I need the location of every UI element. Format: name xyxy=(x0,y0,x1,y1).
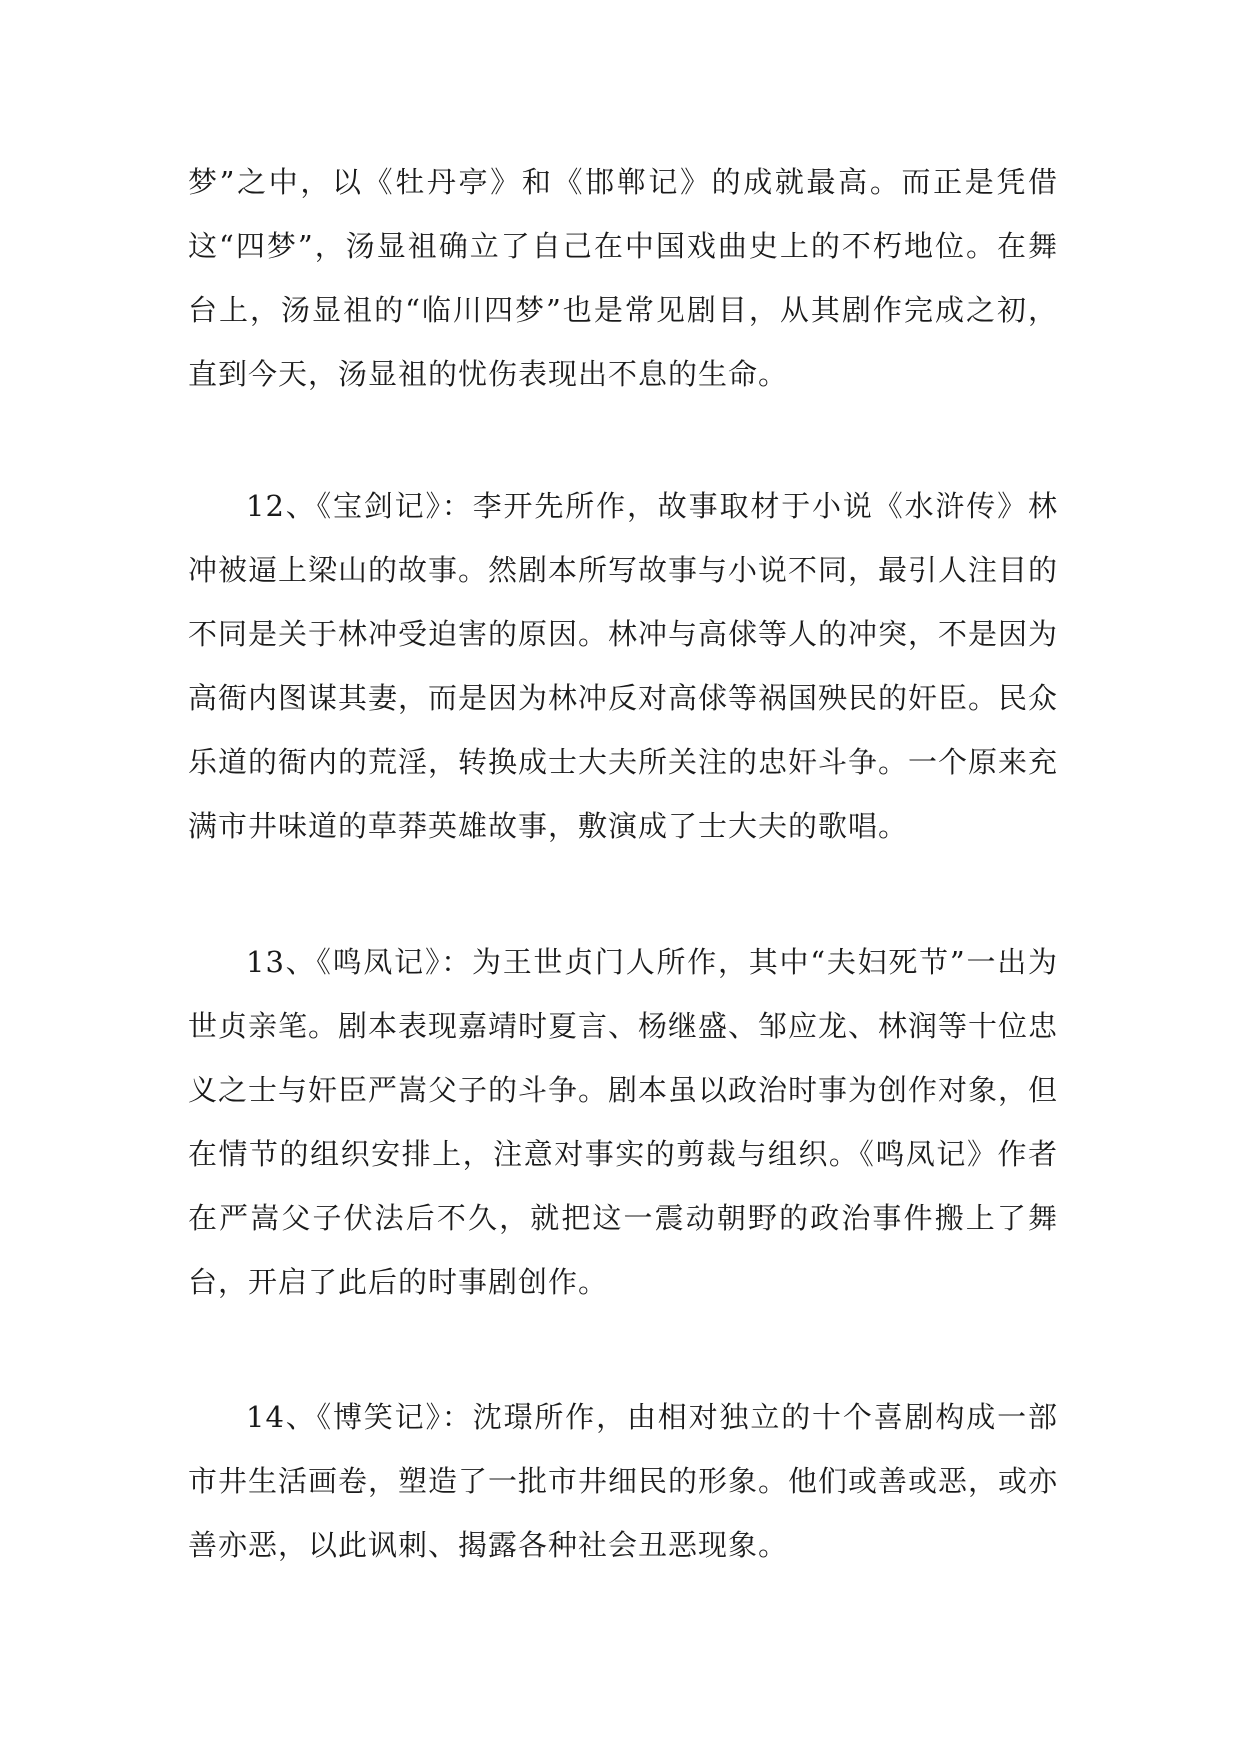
paragraph-item-14: 14、《博笑记》：沈璟所作，由相对独立的十个喜剧构成一部市井生活画卷，塑造了一批市井细民的形象。他们或善或恶，或亦善亦恶，以此讽刺、揭露各种社会丑恶现象。 xyxy=(188,1400,1059,1562)
paragraph-item-12: 12、《宝剑记》：李开先所作，故事取材于小说《水浒传》林冲被逼上梁山的故事。然剧本所写故事与小说不同，最引人注目的不同是关于林冲受迫害的原因。林冲与高俅等人的冲突，不是因为高衙内图谋其妻，而是因为林冲反对高俅等祸国殃民的奸臣。民众乐道的衙内的荒淫，转换成士大夫所关注的忠奸斗争。一个原来充满市井味道的草莽英雄故事，敷演成了士大夫的歌唱。 xyxy=(188,489,1059,843)
paragraph-item-13: 13、《鸣凤记》：为王世贞门人所作，其中“夫妇死节”一出为世贞亲笔。剧本表现嘉靖时夏言、杨继盛、邹应龙、林润等十位忠义之士与奸臣严嵩父子的斗争。剧本虽以政治时事为创作对象，但在情节的组织安排上，注意对事实的剪裁与组织。《鸣凤记》作者在严嵩父子伏法后不久，就把这一震动朝野的政治事件搬上了舞台，开启了此后的时事剧创作。 xyxy=(188,945,1059,1299)
paragraph-continuation: 梦”之中，以《牡丹亭》和《邯郸记》的成就最高。而正是凭借这“四梦”，汤显祖确立了自己在中国戏曲史上的不朽地位。在舞台上，汤显祖的“临川四梦”也是常见剧目，从其剧作完成之初，直到今天，汤显祖的忧伤表现出不息的生命。 xyxy=(188,165,1058,391)
